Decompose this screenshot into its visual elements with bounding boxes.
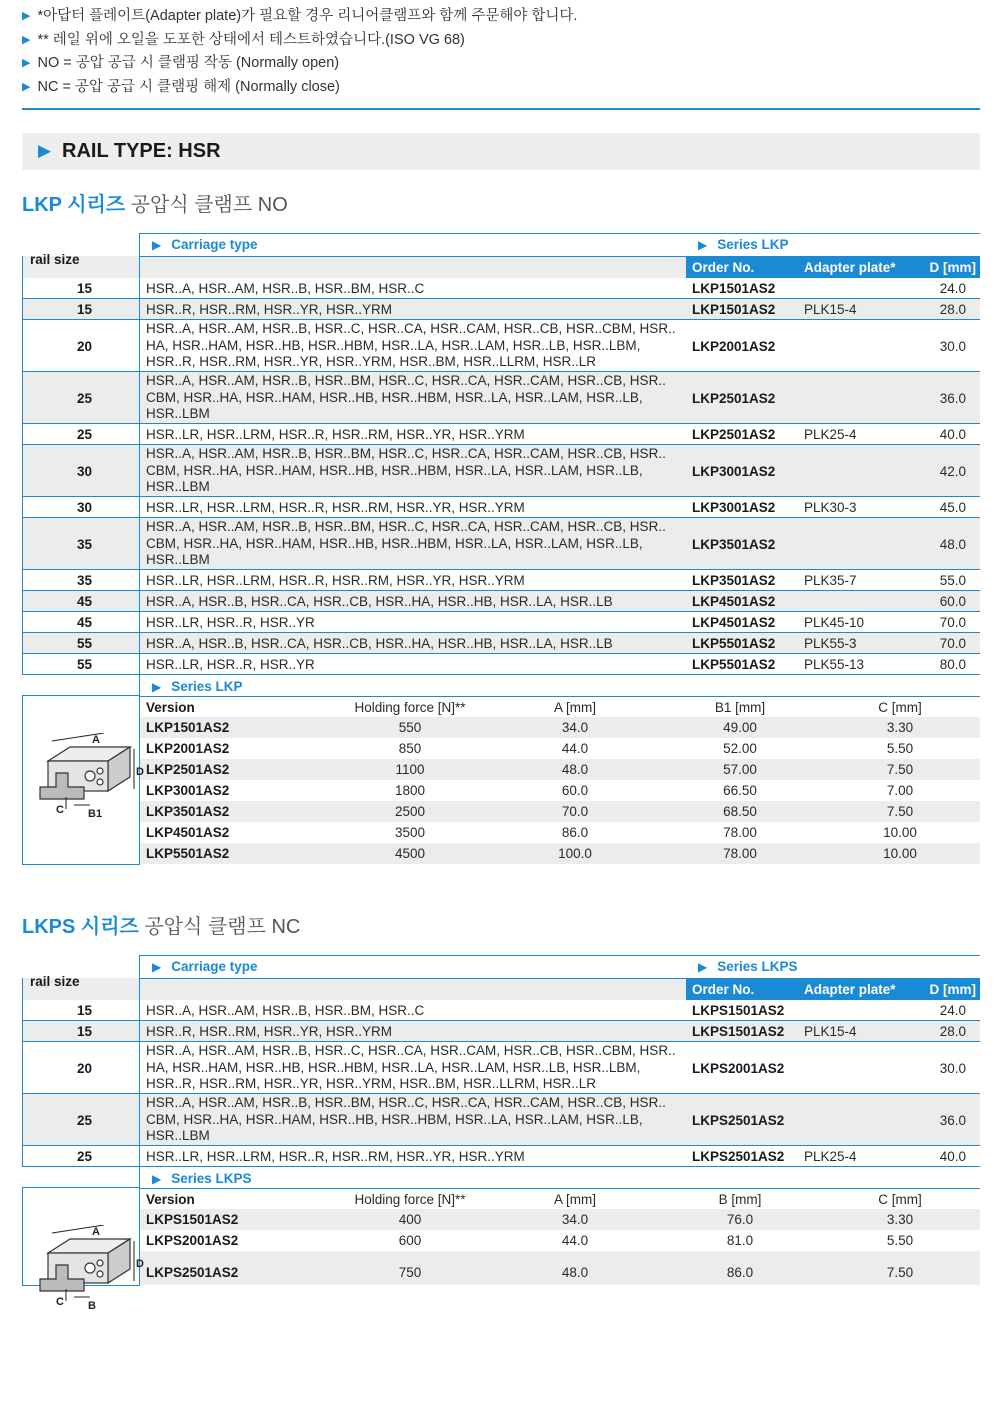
triangle-bullet-icon: ▶: [22, 80, 31, 93]
rail-size-cell: 15: [76, 302, 92, 317]
rail-size-cell: 35: [76, 573, 92, 588]
carriage-cell: HSR..LR, HSR..LRM, HSR..R, HSR..RM, HSR..YR, HSR..YRM: [146, 1149, 525, 1164]
header-top-rule: [139, 955, 980, 956]
spec-value-cell: 7.50: [886, 1264, 914, 1280]
spec-value-cell: 44.0: [561, 1233, 589, 1248]
row-rule: [22, 423, 980, 424]
spec-value-cell: 81.0: [726, 1233, 754, 1248]
spec-series-header: ▶ Series LKPS: [152, 1171, 252, 1186]
d-cell: 70.0: [939, 636, 966, 651]
spec-value-cell: 750: [398, 1264, 422, 1280]
order-no-cell: LKPS2501AS2: [692, 1149, 785, 1164]
row-rule: [22, 496, 980, 497]
rail-size-cell: 20: [76, 338, 92, 354]
spec-value-cell: 1100: [395, 762, 425, 777]
d-cell: 40.0: [939, 427, 966, 442]
order-no-cell: LKP3001AS2: [692, 500, 776, 515]
header-band: [22, 978, 686, 1000]
rail-size-label: rail size: [30, 252, 80, 267]
spec-value-cell: 52.00: [723, 741, 757, 756]
clamp-diagram: [34, 733, 144, 823]
spec-value-cell: 550: [398, 720, 422, 735]
triangle-icon: ▶: [698, 238, 708, 252]
rail-size-cell: 55: [76, 657, 92, 672]
spec-column-header: Holding force [N]**: [354, 1192, 466, 1207]
d-cell: 36.0: [939, 390, 966, 406]
spec-version-cell: LKPS1501AS2: [146, 1212, 239, 1227]
triangle-icon: ▶: [152, 680, 162, 694]
carriage-cell: HSR..A, HSR..AM, HSR..B, HSR..BM, HSR..C, HSR..CA, HSR..CAM, HSR..CB, HSR.. CBM, HSR..HA, HSR..HAM, HSR..HB, HSR..HBM, HSR..LA, HSR..LAM, HSR..LB, HSR..LBM: [146, 446, 666, 494]
triangle-icon: ▶: [152, 238, 162, 252]
d-column-header: D [mm]: [929, 260, 976, 275]
d-cell: 60.0: [939, 594, 966, 609]
d-cell: 28.0: [939, 1024, 966, 1039]
diagram-left-border: [22, 1187, 23, 1285]
row-rule: [22, 319, 980, 320]
notes-list: [22, 5, 577, 99]
triangle-bullet-icon: ▶: [22, 57, 31, 69]
row-rule: [22, 1041, 980, 1042]
carriage-cell: HSR..A, HSR..AM, HSR..B, HSR..BM, HSR..C, HSR..CA, HSR..CAM, HSR..CB, HSR.. CBM, HSR..HA, HSR..HAM, HSR..HB, HSR..HBM, HSR..LA, HSR..LAM, HSR..LB, HSR..LBM: [146, 519, 666, 567]
left-border: [22, 256, 23, 675]
section-title-lkp: LKP 시리즈 공압식 클램프 NO: [22, 194, 288, 216]
spec-value-cell: 70.0: [561, 804, 589, 819]
spec-column-header: A [mm]: [553, 1192, 596, 1207]
spec-value-cell: 34.0: [561, 1212, 589, 1227]
spec-value-cell: 5.50: [886, 1233, 914, 1248]
section-title-lkps: LKPS 시리즈 공압식 클램프 NC: [22, 916, 301, 938]
row-rule: [22, 674, 980, 675]
spec-value-cell: 10.00: [883, 846, 917, 861]
spec-column-header: C [mm]: [878, 700, 922, 715]
spec-value-cell: 76.0: [726, 1212, 754, 1227]
rail-type-banner: ▶ RAIL TYPE: HSR: [22, 133, 980, 170]
carriage-cell: HSR..A, HSR..AM, HSR..B, HSR..BM, HSR..C, HSR..CA, HSR..CAM, HSR..CB, HSR.. CBM, HSR..HA, HSR..HAM, HSR..HB, HSR..HBM, HSR..LA, HSR..LAM, HSR..LB, HSR..LBM: [146, 1095, 666, 1143]
spec-series-header: ▶ Series LKP: [152, 679, 243, 694]
spec-value-cell: 68.50: [723, 804, 757, 819]
diagram-top-rule: [22, 695, 139, 696]
adapter-plate-cell: PLK55-13: [804, 657, 865, 672]
spec-value-cell: 2500: [394, 804, 426, 819]
note-item: ▶ NO = 공압 공급 시 클램핑 작동 (Normally open): [22, 55, 340, 71]
spec-version-cell: LKP2501AS2: [146, 762, 230, 777]
order-no-cell: LKP5501AS2: [692, 636, 776, 651]
rail-size-cell: 25: [76, 1112, 92, 1128]
order-no-cell: LKP3501AS2: [692, 573, 776, 588]
spec-value-cell: 49.00: [723, 720, 757, 735]
order-no-cell: LKP2001AS2: [692, 338, 776, 354]
spec-value-cell: 78.00: [723, 825, 757, 840]
order-no-cell: LKPS2001AS2: [692, 1060, 785, 1076]
dimension-label-c: C: [56, 1296, 64, 1308]
spec-value-cell: 4500: [394, 846, 426, 861]
dimension-label-b: B: [88, 1300, 96, 1312]
triangle-icon: ▶: [152, 960, 162, 974]
spec-header-rule: [139, 1188, 980, 1189]
carriage-cell: HSR..A, HSR..B, HSR..CA, HSR..CB, HSR..HA, HSR..HB, HSR..LA, HSR..LB: [146, 636, 613, 651]
rail-size-cell: 35: [76, 536, 92, 552]
row-rule: [22, 611, 980, 612]
carriage-cell: HSR..LR, HSR..LRM, HSR..R, HSR..RM, HSR..YR, HSR..YRM: [146, 500, 525, 515]
carriage-cell: HSR..A, HSR..B, HSR..CA, HSR..CB, HSR..HA, HSR..HB, HSR..LA, HSR..LB: [146, 594, 613, 609]
dimension-label-a: A: [92, 1226, 100, 1238]
row-rule: [22, 653, 980, 654]
d-cell: 24.0: [939, 1003, 966, 1018]
d-cell: 36.0: [939, 1112, 966, 1128]
order-no-cell: LKP3001AS2: [692, 463, 776, 479]
carriage-cell: HSR..A, HSR..AM, HSR..B, HSR..C, HSR..CA, HSR..CAM, HSR..CB, HSR..CBM, HSR.. HA, HSR..HAM, HSR..HB, HSR..HBM, HSR..LA, HSR..LAM, HSR..LB, HSR..LBM, HSR..R, HSR..RM, HSR..YR, HSR..YRM, HSR..BM, HSR..LLRM, HSR..LR: [146, 1043, 676, 1091]
adapter-plate-cell: PLK30-3: [804, 500, 857, 515]
d-cell: 28.0: [939, 302, 966, 317]
spec-header-rule: [139, 696, 980, 697]
order-no-cell: LKP4501AS2: [692, 615, 776, 630]
spec-column-header: B [mm]: [718, 1192, 762, 1207]
order-no-cell: LKPS1501AS2: [692, 1003, 785, 1018]
spec-version-cell: LKP1501AS2: [146, 720, 230, 735]
carriage-cell: HSR..LR, HSR..R, HSR..YR: [146, 615, 315, 630]
adapter-plate-column-header: Adapter plate*: [804, 982, 896, 997]
series-header: ▶ Series LKP: [698, 237, 789, 252]
carriage-cell: HSR..LR, HSR..R, HSR..YR: [146, 657, 315, 672]
note-item: ▶ *아답터 플레이트(Adapter plate)가 필요할 경우 리니어클램프와 함께 주문해야 합니다.: [22, 8, 578, 24]
triangle-icon: ▶: [38, 141, 52, 160]
spec-value-cell: 850: [398, 741, 422, 756]
row-rule: [22, 1166, 980, 1167]
spec-value-cell: 60.0: [561, 783, 589, 798]
spec-value-cell: 7.50: [886, 762, 914, 777]
spec-value-cell: 7.00: [886, 783, 914, 798]
d-cell: 80.0: [939, 657, 966, 672]
rail-size-cell: 25: [76, 1149, 92, 1164]
carriage-cell: HSR..LR, HSR..LRM, HSR..R, HSR..RM, HSR..YR, HSR..YRM: [146, 573, 525, 588]
order-no-cell: LKP4501AS2: [692, 594, 776, 609]
spec-version-cell: LKPS2501AS2: [146, 1264, 239, 1280]
order-no-cell: LKPS2501AS2: [692, 1112, 785, 1128]
d-cell: 70.0: [939, 615, 966, 630]
row-rule: [22, 1145, 980, 1146]
spec-column-header: Holding force [N]**: [354, 700, 466, 715]
spec-value-cell: 34.0: [561, 720, 589, 735]
rail-size-cell: 25: [76, 427, 92, 442]
header-top-rule: [139, 233, 980, 234]
spec-value-cell: 600: [398, 1233, 422, 1248]
adapter-plate-cell: PLK15-4: [804, 1024, 857, 1039]
spec-value-cell: 86.0: [561, 825, 589, 840]
spec-value-cell: 66.50: [723, 783, 757, 798]
adapter-plate-cell: PLK35-7: [804, 573, 857, 588]
dimension-label-c: C: [56, 804, 64, 816]
spec-value-cell: 7.50: [886, 804, 914, 819]
header-rule: [139, 256, 980, 257]
spec-version-cell: LKP4501AS2: [146, 825, 230, 840]
note-item: ▶ ** 레일 위에 오일을 도포한 상태에서 테스트하였습니다.(ISO VG 68): [22, 31, 465, 48]
rail-size-label: rail size: [30, 974, 80, 989]
spec-value-cell: 1800: [394, 783, 426, 798]
adapter-plate-cell: PLK15-4: [804, 302, 857, 317]
d-cell: 30.0: [939, 338, 966, 354]
order-no-cell: LKP1501AS2: [692, 302, 776, 317]
adapter-plate-cell: PLK25-4: [804, 427, 857, 442]
row-rule: [22, 569, 980, 570]
d-column-header: D [mm]: [929, 982, 976, 997]
carriage-cell: HSR..A, HSR..AM, HSR..B, HSR..C, HSR..CA, HSR..CAM, HSR..CB, HSR..CBM, HSR.. HA, HSR..HAM, HSR..HB, HSR..HBM, HSR..LA, HSR..LAM, HSR..LB, HSR..LBM, HSR..R, HSR..RM, HSR..YR, HSR..YRM, HSR..BM, HSR..LLRM, HSR..LR: [146, 321, 676, 369]
rail-size-cell: 30: [76, 500, 92, 515]
d-cell: 55.0: [939, 573, 966, 588]
carriage-cell: HSR..LR, HSR..LRM, HSR..R, HSR..RM, HSR..YR, HSR..YRM: [146, 427, 525, 442]
order-no-cell: LKP2501AS2: [692, 427, 776, 442]
spec-version-cell: LKP3501AS2: [146, 804, 230, 819]
spec-value-cell: 44.0: [561, 741, 589, 756]
note-item: ▶ NC = 공압 공급 시 클램핑 해제 (Normally close): [22, 78, 340, 95]
spec-column-header: C [mm]: [878, 1192, 922, 1207]
spec-value-cell: 3500: [394, 825, 426, 840]
dimension-label-d: D: [136, 1258, 144, 1270]
spec-value-cell: 78.00: [723, 846, 757, 861]
spec-column-header: Version: [146, 700, 195, 715]
spec-column-header: A [mm]: [553, 700, 596, 715]
spec-value-cell: 3.30: [886, 720, 914, 735]
order-no-cell: LKP3501AS2: [692, 536, 776, 552]
carriage-cell: HSR..A, HSR..AM, HSR..B, HSR..BM, HSR..C: [146, 281, 425, 296]
dimension-label-a: A: [92, 734, 100, 746]
spec-version-cell: LKP5501AS2: [146, 846, 230, 861]
rail-size-cell: 45: [76, 615, 92, 630]
rail-size-cell: 15: [76, 1024, 92, 1039]
dimension-label-d: D: [136, 766, 144, 778]
spec-value-cell: 100.0: [558, 846, 592, 861]
d-cell: 48.0: [939, 536, 966, 552]
carriage-type-header: ▶ Carriage type: [152, 959, 258, 974]
rail-size-cell: 15: [76, 281, 92, 296]
spec-value-cell: 48.0: [561, 1264, 589, 1280]
dimension-label-b: B1: [88, 808, 103, 820]
carriage-cell: HSR..R, HSR..RM, HSR..YR, HSR..YRM: [146, 1024, 393, 1039]
diagram-top-rule: [22, 1187, 139, 1188]
spec-value-cell: 5.50: [886, 741, 914, 756]
rail-size-cell: 25: [76, 390, 92, 406]
rail-size-cell: 20: [76, 1060, 92, 1076]
spec-value-cell: 3.30: [886, 1212, 914, 1227]
rail-size-cell: 15: [76, 1003, 92, 1018]
spec-value-cell: 48.0: [561, 762, 589, 777]
adapter-plate-cell: PLK55-3: [804, 636, 857, 651]
triangle-bullet-icon: ▶: [22, 10, 31, 22]
carriage-cell: HSR..A, HSR..AM, HSR..B, HSR..BM, HSR..C: [146, 1003, 425, 1018]
order-no-cell: LKPS1501AS2: [692, 1024, 785, 1039]
diagram-left-border: [22, 695, 23, 864]
spec-value-cell: 86.0: [726, 1264, 754, 1280]
rail-size-cell: 55: [76, 636, 92, 651]
diagram-bottom-rule: [22, 864, 140, 865]
spec-value-cell: 400: [398, 1212, 422, 1227]
header-band: [22, 256, 686, 278]
adapter-plate-cell: PLK45-10: [804, 615, 865, 630]
order-no-cell: LKP5501AS2: [692, 657, 776, 672]
rail-size-cell: 30: [76, 463, 92, 479]
d-cell: 42.0: [939, 463, 966, 479]
left-border: [22, 978, 23, 1167]
order-no-column-header: Order No.: [692, 982, 755, 997]
spec-version-cell: LKP3001AS2: [146, 783, 230, 798]
order-no-cell: LKP2501AS2: [692, 390, 776, 406]
spec-version-cell: LKP2001AS2: [146, 741, 230, 756]
d-cell: 30.0: [939, 1060, 966, 1076]
order-no-cell: LKP1501AS2: [692, 281, 776, 296]
carriage-type-header: ▶ Carriage type: [152, 237, 258, 252]
rail-size-cell: 45: [76, 594, 92, 609]
clamp-diagram: [34, 1225, 144, 1315]
header-rule: [139, 978, 980, 979]
adapter-plate-column-header: Adapter plate*: [804, 260, 896, 275]
spec-value-cell: 10.00: [883, 825, 917, 840]
spec-column-header: B1 [mm]: [714, 700, 766, 715]
triangle-bullet-icon: ▶: [22, 33, 31, 46]
d-cell: 45.0: [939, 500, 966, 515]
carriage-left-border: [139, 233, 140, 675]
triangle-icon: ▶: [698, 960, 708, 974]
order-no-column-header: Order No.: [692, 260, 755, 275]
carriage-left-border: [139, 955, 140, 1167]
d-cell: 24.0: [939, 281, 966, 296]
triangle-icon: ▶: [152, 1172, 162, 1186]
carriage-cell: HSR..R, HSR..RM, HSR..YR, HSR..YRM: [146, 302, 393, 317]
series-header: ▶ Series LKPS: [698, 959, 798, 974]
divider: [22, 108, 980, 110]
adapter-plate-cell: PLK25-4: [804, 1149, 857, 1164]
spec-value-cell: 57.00: [723, 762, 757, 777]
carriage-cell: HSR..A, HSR..AM, HSR..B, HSR..BM, HSR..C, HSR..CA, HSR..CAM, HSR..CB, HSR.. CBM, HSR..HA, HSR..HAM, HSR..HB, HSR..HBM, HSR..LA, HSR..LAM, HSR..LB, HSR..LBM: [146, 373, 666, 421]
spec-version-cell: LKPS2001AS2: [146, 1233, 239, 1248]
d-cell: 40.0: [939, 1149, 966, 1164]
spec-column-header: Version: [146, 1192, 195, 1207]
